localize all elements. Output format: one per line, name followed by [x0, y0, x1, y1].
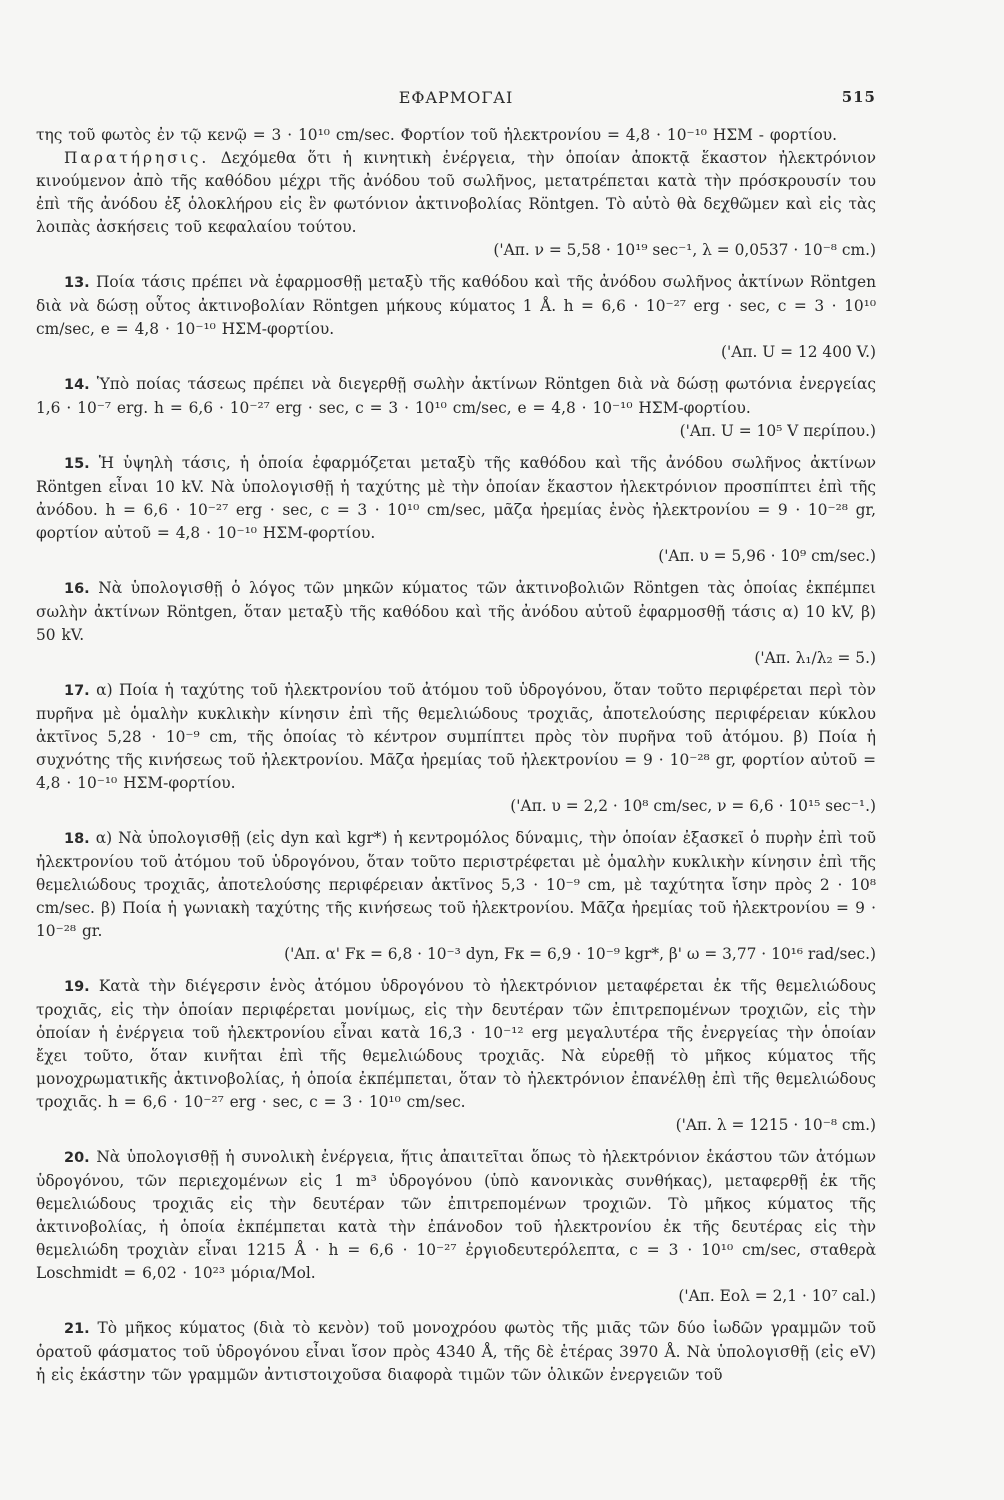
exercise-number: 14.	[64, 377, 90, 393]
exercise-text: Νὰ ὑπολογισθῇ ἡ συνολικὴ ἐνέργεια, ἥτις ἀπαιτεῖται ὅπως τὸ ἠλεκτρόνιον ἑκάστου τῶν ἀτόμων ὑδρογόνου, τῶν περιεχομένων εἰς 1 m³ ὑδρογόνου (ὑπὸ κανονικὰς συνθήκας), μεταφερθῇ ἐκ τῆς θεμελιώδους τροχιᾶς εἰς τὴν δευτέραν τῶν ἐπιτρεπομένων τροχιῶν. Τὸ μῆκος κύματος τῆς ἀκτινοβολίας, ἡ ὁποία ἐκπέμπεται κατὰ τὴν ἐπάνοδον τοῦ ἠλεκτρονίου ἐκ τῆς δευτέρας εἰς τὴν θεμελιώδη τροχιὰν εἶναι 1215 Å · h = 6,6 · 10⁻²⁷ ἐργιοδευτερόλεπτα, c = 3 · 10¹⁰ cm/sec, σταθερὰ Loschmidt = 6,02 · 10²³ μόρια/Mol.	[36, 1148, 876, 1282]
exercise-number: 20.	[64, 1150, 90, 1166]
exercise	[36, 452, 876, 568]
exercise	[36, 1146, 876, 1308]
exercise	[36, 975, 876, 1137]
exercise	[36, 1317, 876, 1387]
exercise	[36, 679, 876, 818]
exercise-number: 16.	[64, 581, 90, 597]
exercise-answer: ('Απ. υ = 5,96 · 10⁹ cm/sec.)	[658, 547, 876, 565]
exercise-number: 17.	[64, 683, 90, 699]
remark-label: Παρατήρησις.	[64, 149, 210, 167]
running-title: ΕΦΑΡΜΟΓΑΙ	[398, 88, 514, 107]
exercise-text: Τὸ μῆκος κύματος (διὰ τὸ κενὸν) τοῦ μονοχρόου φωτὸς τῆς μιᾶς τῶν δύο ἰωδῶν γραμμῶν τοῦ ὁρατοῦ φάσματος τοῦ ὑδρογόνου εἶναι ἴσον πρὸς 4340 Å, τῆς δὲ ἑτέρας 3970 Å. Νὰ ὑπολογισθῇ (εἰς eV) ἡ εἰς ἑκάστην τῶν γραμμῶν ἀντιστοιχοῦσα διαφορὰ τιμῶν τῶν ὁλικῶν ἐνεργειῶν τοῦ	[36, 1319, 876, 1384]
exercise-text: Ὑπὸ ποίας τάσεως πρέπει νὰ διεγερθῇ σωλὴν ἀκτίνων Röntgen διὰ νὰ δώσῃ φωτόνια ἐνεργείας 1,6 · 10⁻⁷ erg. h = 6,6 · 10⁻²⁷ erg · sec, c = 3 · 10¹⁰ cm/sec, e = 4,8 · 10⁻¹⁰ ΗΣΜ-φορτίου.	[36, 375, 876, 417]
exercise	[36, 577, 876, 670]
intro-answer: ('Απ. ν = 5,58 · 10¹⁹ sec⁻¹, λ = 0,0537 · 10⁻⁸ cm.)	[493, 241, 876, 259]
exercise-answer: ('Απ. λ₁/λ₂ = 5.)	[754, 649, 876, 667]
exercise	[36, 827, 876, 966]
exercise-list	[36, 271, 876, 1387]
exercise-number: 18.	[64, 831, 90, 847]
exercise-answer: ('Απ. U = 12 400 V.)	[721, 343, 876, 361]
page-header	[36, 80, 876, 124]
exercise	[36, 373, 876, 443]
exercise-text: Ἡ ὑψηλὴ τάσις, ἡ ὁποία ἐφαρμόζεται μεταξὺ τῆς καθόδου καὶ τῆς ἀνόδου σωλῆνος ἀκτίνων Röntgen εἶναι 10 kV. Νὰ ὑπολογισθῇ ἡ ταχύτης μὲ τὴν ὁποίαν ἕκαστον ἠλεκτρόνιον προσπίπτει ἐπὶ τῆς ἀνόδου. h = 6,6 · 10⁻²⁷ erg · sec, c = 3 · 10¹⁰ cm/sec, μᾶζα ἠρεμίας ἑνὸς ἠλεκτρονίου = 9 · 10⁻²⁸ gr, φορτίον αὐτοῦ = 4,8 · 10⁻¹⁰ ΗΣΜ-φορτίου.	[36, 454, 876, 542]
intro-block	[36, 124, 876, 262]
remark-paragraph	[36, 147, 876, 239]
intro-line: της τοῦ φωτὸς ἐν τῷ κενῷ = 3 · 10¹⁰ cm/sec. Φορτίον τοῦ ἠλεκτρονίου = 4,8 · 10⁻¹⁰ ΗΣΜ - φορτίου.	[36, 126, 838, 144]
exercise-text: α) Νὰ ὑπολογισθῇ (εἰς dyn καὶ kgr*) ἡ κεντρομόλος δύναμις, τὴν ὁποίαν ἐξασκεῖ ὁ πυρὴν ἐπὶ τοῦ ἠλεκτρονίου τοῦ ἀτόμου τοῦ ὑδρογόνου, ὅταν τοῦτο περιστρέφεται μὲ ὁμαλὴν κυκλικὴν κίνησιν ἐπὶ τῆς θεμελιώδους τροχιᾶς, ἀποτελούσης περιφέρειαν ἀκτῖνος 5,3 · 10⁻⁹ cm, μὲ ταχύτητα ἴσην πρὸς 2 · 10⁸ cm/sec. β) Ποία ἡ γωνιακὴ ταχύτης τῆς κινήσεως τοῦ ἠλεκτρονίου. Μᾶζα ἠρεμίας τοῦ ἠλεκτρονίου = 9 · 10⁻²⁸ gr.	[36, 829, 876, 940]
exercise-number: 21.	[64, 1321, 90, 1337]
exercise-text: Νὰ ὑπολογισθῇ ὁ λόγος τῶν μηκῶν κύματος τῶν ἀκτινοβολιῶν Röntgen τὰς ὁποίας ἐκπέμπει σωλὴν ἀκτίνων Röntgen, ὅταν μεταξὺ τῆς καθόδου καὶ τῆς ἀνόδου αὐτοῦ ἐφαρμοσθῇ τάσις α) 10 kV, β) 50 kV.	[36, 579, 876, 644]
exercise-answer: ('Απ. α' Fκ = 6,8 · 10⁻³ dyn, Fκ = 6,9 · 10⁻⁹ kgr*, β' ω = 3,77 · 10¹⁶ rad/sec.)	[284, 945, 876, 963]
exercise-answer: ('Απ. λ = 1215 · 10⁻⁸ cm.)	[675, 1116, 876, 1134]
exercise-text: α) Ποία ἡ ταχύτης τοῦ ἠλεκτρονίου τοῦ ἀτόμου τοῦ ὑδρογόνου, ὅταν τοῦτο περιφέρεται περὶ τὸν πυρῆνα μὲ ὁμαλὴν κυκλικὴν κίνησιν ἐπὶ τῆς θεμελιώδους τροχιᾶς, ἀποτελούσης περιφέρειαν κύκλου ἀκτῖνος 5,28 · 10⁻⁹ cm, τῆς ὁποίας τὸ κέντρον συμπίπτει πρὸς τὸν πυρῆνα τοῦ ἀτόμου. β) Ποία ἡ συχνότης τῆς κινήσεως τοῦ ἠλεκτρονίου. Μᾶζα ἠρεμίας τοῦ ἠλεκτρονίου = 9 · 10⁻²⁸ gr, φορτίον αὐτοῦ = 4,8 · 10⁻¹⁰ ΗΣΜ-φορτίου.	[36, 681, 876, 792]
exercise-text: Κατὰ τὴν διέγερσιν ἑνὸς ἀτόμου ὑδρογόνου τὸ ἠλεκτρόνιον μεταφέρεται ἐκ τῆς θεμελιώδους τροχιᾶς, εἰς τὴν ὁποίαν περιφέρεται μονίμως, εἰς τὴν δευτέραν τῶν ἐπιτρεπομένων τροχιῶν, εἰς τὴν ὁποίαν ἡ ἐνέργεια τοῦ ἠλεκτρονίου εἶναι κατὰ 16,3 · 10⁻¹² erg μεγαλυτέρα τῆς ἐνεργείας τὴν ὁποίαν ἔχει τοῦτο, ὅταν κινῆται ἐπὶ τῆς θεμελιώδους τροχιᾶς. Νὰ εὑρεθῇ τὸ μῆκος κύματος τῆς μονοχρωματικῆς ἀκτινοβολίας, ἡ ὁποία ἐκπέμπεται, ὅταν τὸ ἠλεκτρόνιον ἐπανέλθῃ ἐπὶ τῆς θεμελιώδους τροχιᾶς. h = 6,6 · 10⁻²⁷ erg · sec, c = 3 · 10¹⁰ cm/sec.	[36, 977, 876, 1111]
page-number: 515	[841, 88, 876, 106]
exercise-number: 13.	[64, 275, 90, 291]
exercise-answer: ('Απ. Eολ = 2,1 · 10⁷ cal.)	[678, 1287, 876, 1305]
remark-text: Δεχόμεθα ὅτι ἡ κινητικὴ ἐνέργεια, τὴν ὁποίαν ἀποκτᾷ ἕκαστον ἠλεκτρόνιον κινούμενον ἀπὸ τῆς καθόδου μέχρι τῆς ἀνόδου τοῦ σωλῆνος, μετατρέπεται κατὰ τὴν πρόσκρουσίν του ἐπὶ τῆς ἀνόδου ἐξ ὁλοκλήρου εἰς ἓν φωτόνιον ἀκτινοβολίας Röntgen. Τὸ αὐτὸ θὰ δεχθῶμεν καὶ εἰς τὰς λοιπὰς ἀσκήσεις τοῦ κεφαλαίου τούτου.	[36, 149, 876, 236]
exercise-number: 15.	[64, 456, 90, 472]
exercise-answer: ('Απ. U = 10⁵ V περίπου.)	[679, 422, 876, 440]
exercise-answer: ('Απ. υ = 2,2 · 10⁸ cm/sec, ν = 6,6 · 10¹⁵ sec⁻¹.)	[510, 797, 876, 815]
exercise-number: 19.	[64, 979, 90, 995]
exercise	[36, 271, 876, 364]
exercise-text: Ποία τάσις πρέπει νὰ ἐφαρμοσθῇ μεταξὺ τῆς καθόδου καὶ τῆς ἀνόδου σωλῆνος ἀκτίνων Röntgen διὰ νὰ δώσῃ οὗτος ἀκτινοβολίαν Röntgen μήκους κύματος 1 Å. h = 6,6 · 10⁻²⁷ erg · sec, c = 3 · 10¹⁰ cm/sec, e = 4,8 · 10⁻¹⁰ ΗΣΜ-φορτίου.	[36, 273, 876, 338]
